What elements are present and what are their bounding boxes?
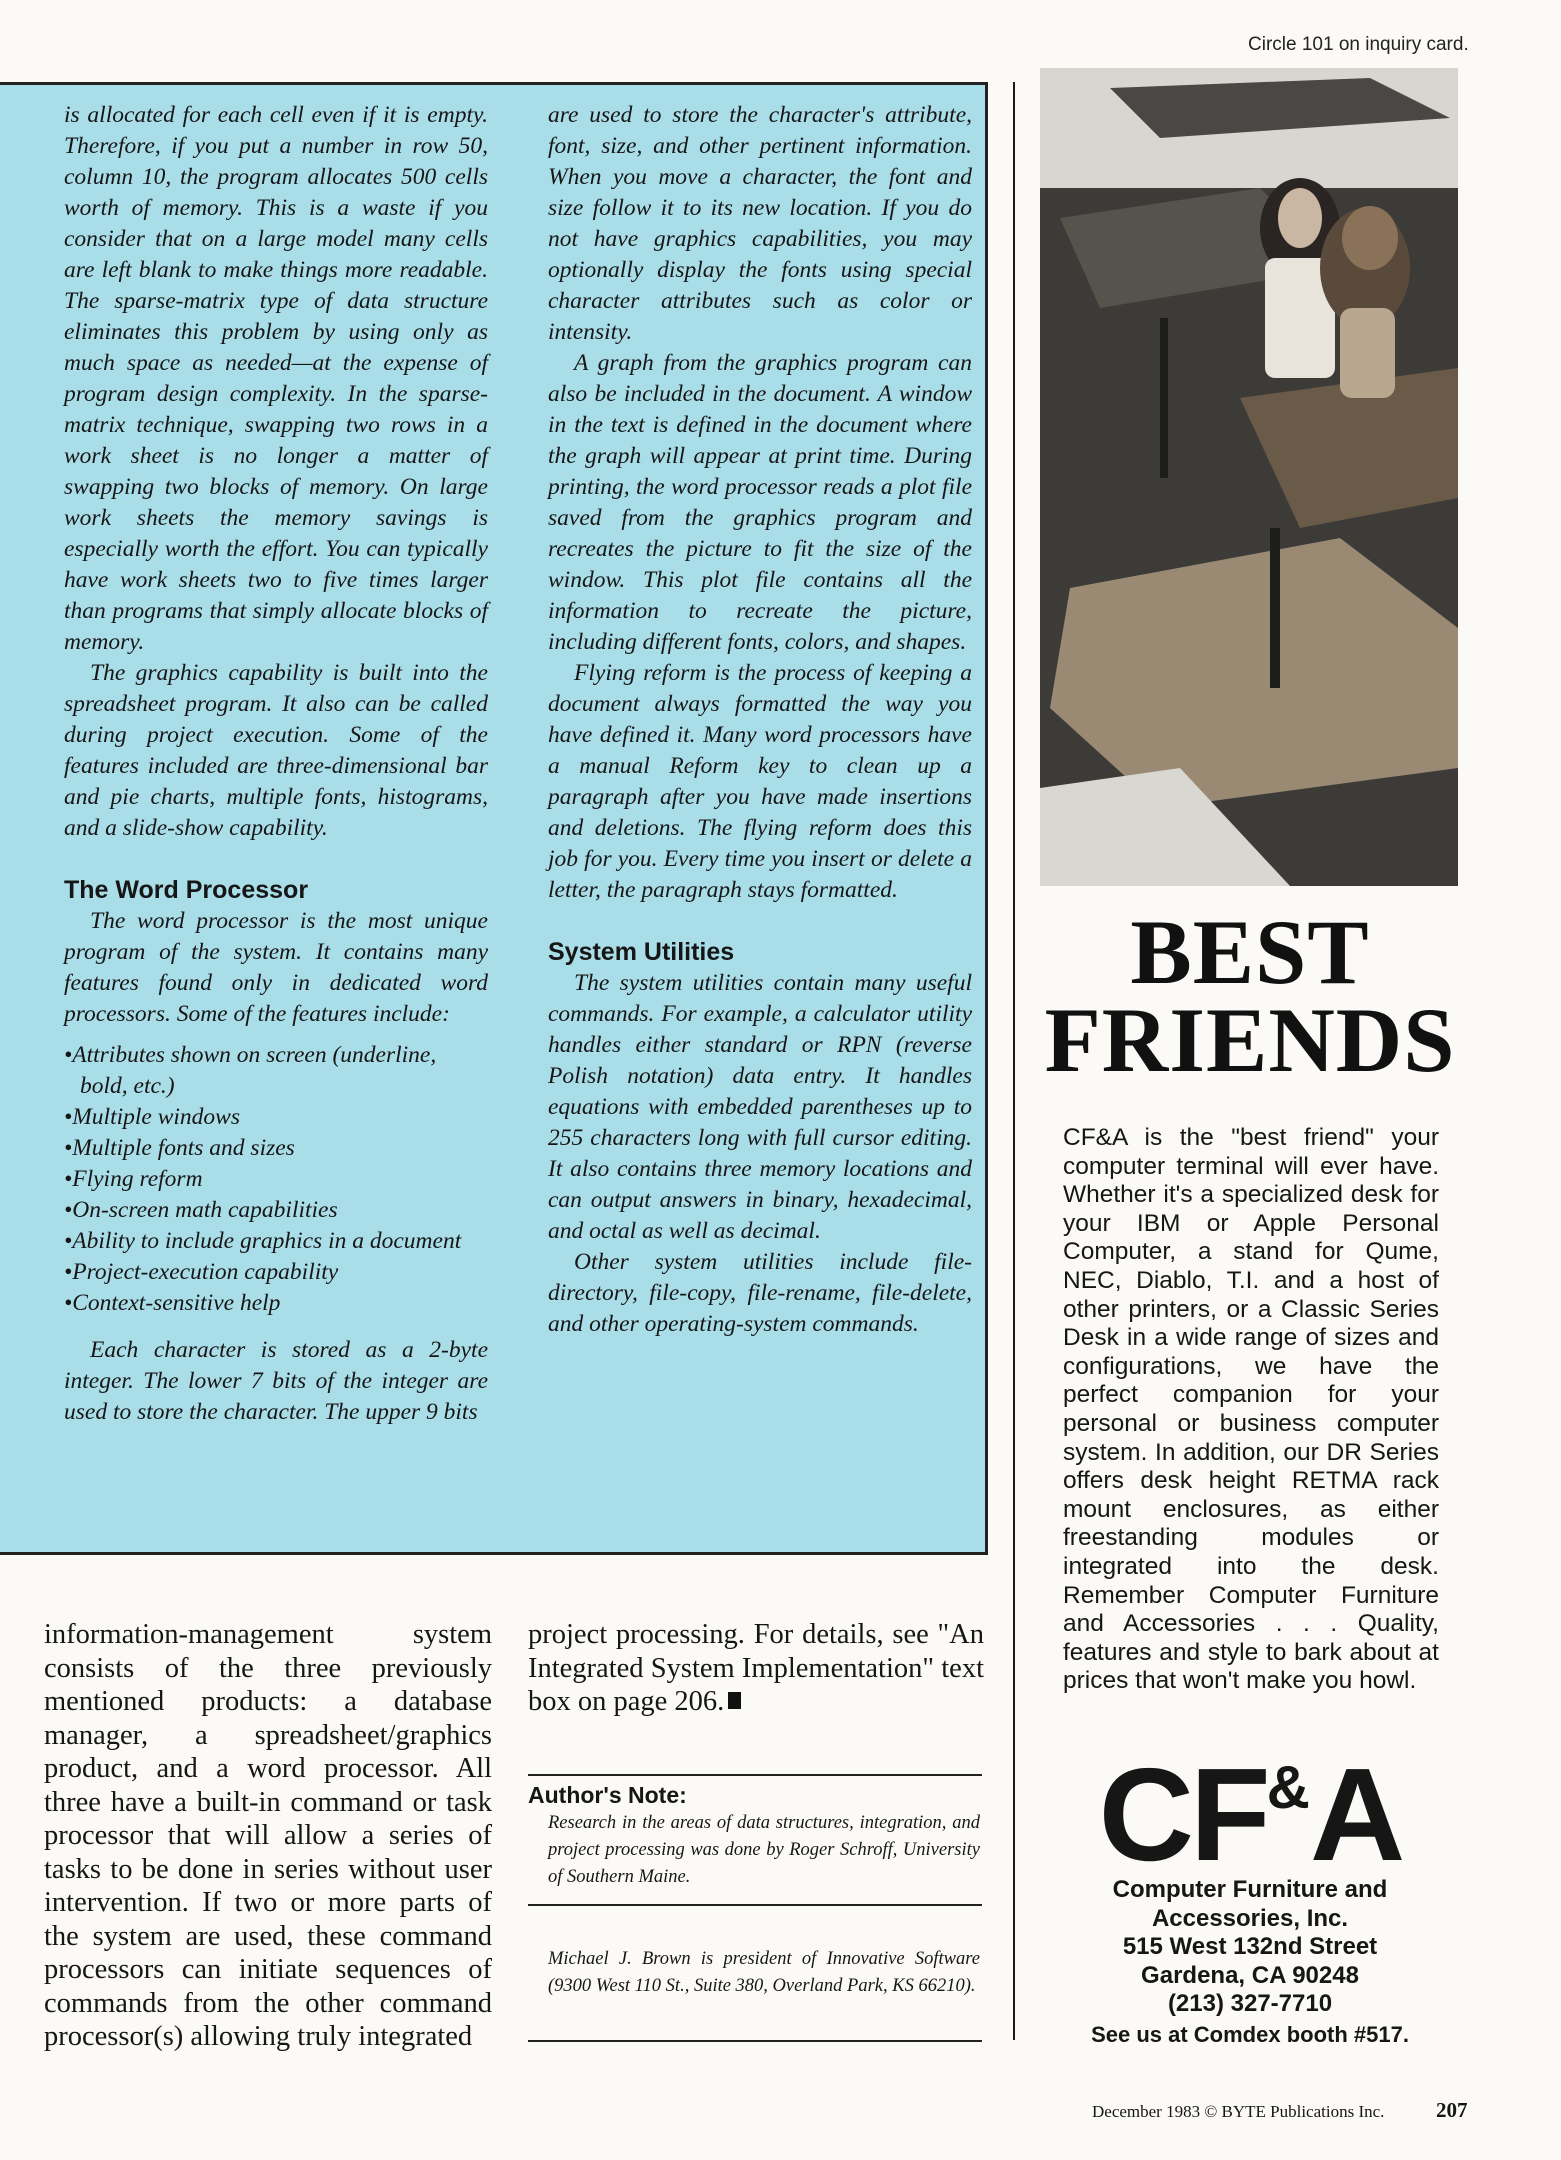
- sidebar-paragraph: A graph from the graphics program can also be included in the document. A window in the text is defined in the document where the graph will appear at print time. During printing, the word processor reads a plot file saved from the graphics program and recreates the picture to fit the size of the window. This plot file contains all the information to recreate the picture, including different fonts, colors, and shapes.: [548, 350, 972, 655]
- issue-credit: December 1983 © BYTE Publications Inc.: [1092, 2102, 1385, 2121]
- desk-and-dog-illustration: [1040, 68, 1458, 886]
- address-line: Computer Furniture and: [1112, 1876, 1388, 1903]
- main-text-column-2: [528, 1618, 984, 1719]
- divider: [528, 2040, 982, 2042]
- list-item: •Context-sensitive help: [64, 1290, 281, 1316]
- column-divider: [1013, 82, 1015, 2040]
- author-bio: Michael J. Brown is president of Innovative Software (9300 West 110 St., Suite 380, Overland Park, KS 66210).: [548, 1949, 980, 1996]
- logo-ampersand: &: [1266, 1754, 1310, 1821]
- sidebar-column-2: [548, 100, 972, 1340]
- inquiry-note: Circle 101 on inquiry card.: [1248, 34, 1469, 55]
- sidebar-column-1: [64, 100, 488, 1428]
- list-item: •Flying reform: [64, 1166, 203, 1192]
- ad-headline: [1030, 901, 1470, 1091]
- logo-a: A: [1309, 1741, 1402, 1888]
- end-mark-icon: [728, 1692, 741, 1709]
- headline-line-2: FRIENDS: [1044, 989, 1456, 1091]
- divider: [528, 1774, 982, 1776]
- main-text-column-1: information-management system consists of the three previously mentioned products: a database manager, a spreadsheet/graphics product, and a word processor. All three have a built-in command or task processor that will allow a series of tasks to be done in series without user intervention. If two or more parts of the system are used, these command processors can initiate sequences of commands from the other command processor(s) allowing truly integrated: [44, 1619, 492, 2052]
- comdex-booth-note: See us at Comdex booth #517.: [1091, 2022, 1409, 2047]
- headline-line-1: BEST: [1130, 901, 1370, 1003]
- author-note-text: Research in the areas of data structures, integration, and project processing was done by Roger Schroff, University of Southern Maine.: [548, 1813, 980, 1887]
- author-note-title: Author's Note:: [528, 1782, 687, 1808]
- address-line: Gardena, CA 90248: [1141, 1961, 1359, 1989]
- section-heading-word-processor: The Word Processor: [64, 876, 309, 904]
- list-item: •Multiple windows: [64, 1104, 240, 1130]
- logo-cf: CF: [1098, 1741, 1267, 1888]
- list-item: •Multiple fonts and sizes: [64, 1135, 295, 1161]
- feature-list: [64, 1040, 488, 1319]
- company-address: [1030, 1876, 1470, 2019]
- sidebar-paragraph: The word processor is the most unique program of the system. It contains many features found only in dedicated word processors. Some of the features include:: [64, 908, 488, 1027]
- sidebar-paragraph: The system utilities contain many useful commands. For example, a calculator utility handles either standard or RPN (reverse Polish notation) data entry. It handles equations with embedded parentheses up to 255 characters long with full cursor editing. It also contains three memory locations and can output answers in binary, hexadecimal, and octal as well as decimal.: [548, 970, 972, 1244]
- sidebar-paragraph: are used to store the character's attribute, font, size, and other pertinent information. When you move a character, the font and size follow it to its new location. If you do not have graphics capabilities, you may optionally display the fonts using special character attributes such as color or intensity.: [548, 102, 972, 345]
- divider: [528, 1904, 982, 1906]
- sidebar-paragraph: is allocated for each cell even if it is empty. Therefore, if you put a number in row 50, column 10, the program allocates 500 cells worth of memory. This is a waste if you consider that on a large model many cells are left blank to make things more readable. The sparse-matrix type of data structure eliminates this problem by using only as much space as needed—at the expense of program design complexity. In the sparse-matrix technique, swapping two rows in a work sheet is no longer a matter of swapping two blocks of memory. On large work sheets the memory savings is especially worth the effort. You can typically have work sheets two to five times larger than programs that simply allocate blocks of memory.: [64, 102, 488, 655]
- address-line: 515 West 132nd Street: [1122, 1933, 1378, 1961]
- ad-body-text: CF&A is the "best friend" your computer terminal will ever have. Whether it's a specialized desk for your IBM or Apple Personal Computer, a stand for Qume, NEC, Diablo, T.I. and a host of other printers, or a Classic Series Desk in a wide range of sizes and configurations, we have the perfect companion for your personal or business computer system. In addition, our DR Series offers desk height RETMA rack mount enclosures, as either freestanding modules or integrated into the desk. Remember Computer Furniture and Accessories . . . Quality, features and style to bark about at prices that won't make you howl.: [1063, 1124, 1439, 1695]
- page-number: 207: [1436, 2098, 1468, 2122]
- section-heading-system-utilities: System Utilities: [548, 938, 735, 966]
- sidebar-paragraph: Flying reform is the process of keeping a document always formatted the way you have defined it. Many word processors have a manual Reform key to clean up a paragraph after you have made insertions and deletions. The flying reform does this job for you. Every time you insert or delete a letter, the paragraph stays formatted.: [548, 660, 972, 903]
- cfa-logo: [1030, 1728, 1470, 1888]
- list-item: •Attributes shown on screen (underline, bold, etc.): [64, 1042, 437, 1099]
- address-line: Accessories, Inc.: [1151, 1904, 1349, 1932]
- list-item: •Project-execution capability: [64, 1259, 339, 1285]
- main-text-end: project processing. For details, see "An Integrated System Implementation" text box on page 206.: [528, 1619, 984, 1717]
- list-item: •On-screen math capabilities: [64, 1197, 338, 1223]
- sidebar-paragraph: Other system utilities include file-directory, file-copy, file-rename, file-delete, and other operating-system commands.: [548, 1249, 972, 1337]
- sidebar-paragraph: The graphics capability is built into the spreadsheet program. It also can be called during project execution. Some of the features included are three-dimensional bar and pie charts, multiple fonts, histograms, and a slide-show capability.: [64, 660, 488, 841]
- furniture-photo: [1040, 68, 1458, 886]
- phone-number: (213) 327-7710: [1167, 1990, 1333, 2018]
- sidebar-paragraph: Each character is stored as a 2-byte integer. The lower 7 bits of the integer are used to store the character. The upper 9 bits: [64, 1337, 488, 1425]
- list-item: •Ability to include graphics in a document: [64, 1228, 462, 1254]
